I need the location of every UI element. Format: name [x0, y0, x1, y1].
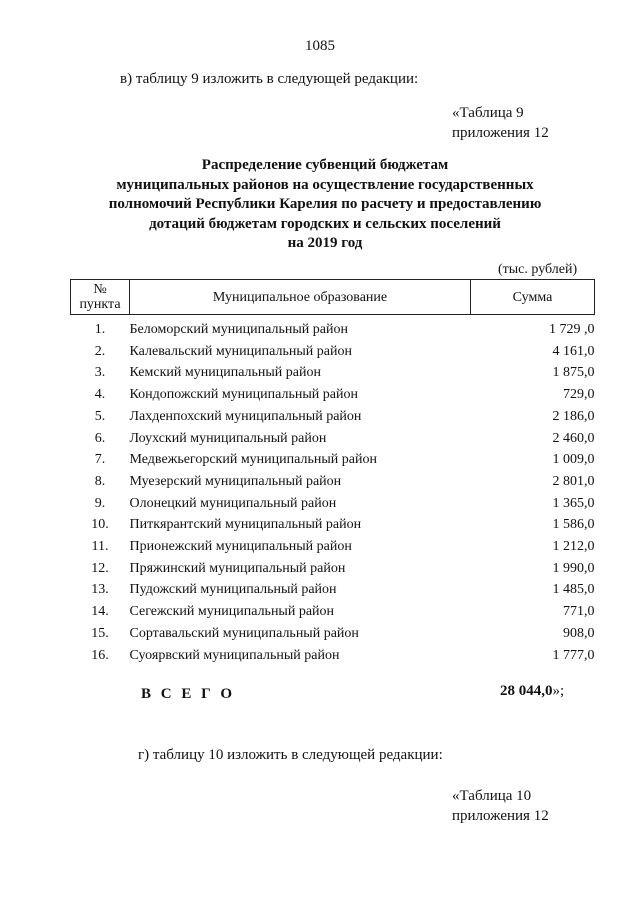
row-number: 10.: [91, 517, 109, 533]
row-number: 8.: [94, 473, 106, 489]
row-number: 5.: [94, 408, 106, 424]
subvention-table: [70, 279, 595, 666]
total-suffix: »;: [552, 683, 565, 699]
header-number-sign: №: [93, 282, 107, 297]
title-line-1: Распределение субвенций бюджетам: [201, 157, 449, 173]
title-line-4: дотаций бюджетам городских и сельских поселений: [149, 215, 501, 232]
next-appendix-reference: [452, 786, 549, 826]
row-municipality: Беломорский муниципальный район: [129, 322, 348, 337]
units-label: (тыс. рублей): [498, 262, 578, 277]
row-number: 4.: [94, 387, 106, 403]
row-municipality: Сегежский муниципальный район: [129, 604, 335, 620]
row-municipality: Пряжинский муниципальный район: [129, 560, 346, 576]
header-number: [71, 280, 130, 315]
total-value: 28 044,0: [500, 683, 553, 699]
row-number: 1.: [94, 322, 106, 337]
row-number: 16.: [91, 647, 109, 663]
row-municipality: Сортавальский муниципальный район: [129, 625, 359, 641]
row-sum: 771,0: [563, 604, 595, 620]
row-number: 12.: [91, 560, 109, 576]
title-line-2: муниципальных районов на осуществление государственных: [116, 176, 534, 193]
row-municipality: Прионежский муниципальный район: [129, 539, 352, 555]
row-number: 11.: [91, 539, 109, 555]
table-body: [71, 315, 595, 667]
row-municipality: Калевальский муниципальный район: [129, 343, 352, 359]
row-sum: 1 009,0: [552, 452, 595, 468]
row-municipality: Лоухский муниципальный район: [129, 430, 327, 446]
table-row: [71, 601, 595, 623]
table-row: [71, 341, 595, 363]
row-sum: 1 212,0: [552, 539, 595, 555]
table-row: [71, 362, 595, 384]
row-number: 9.: [94, 495, 106, 511]
table-row: [71, 406, 595, 428]
title-line-3: полномочий Республики Карелия по расчету и предоставлению: [108, 196, 542, 212]
row-municipality: Медвежьегорский муниципальный район: [129, 452, 377, 468]
appendix-table-label: «Таблица 9: [452, 105, 524, 121]
row-municipality: Суоярвский муниципальный район: [129, 647, 340, 663]
row-sum: 1 875,0: [552, 365, 595, 381]
next-appendix-annex-label: приложения 12: [452, 808, 549, 824]
row-number: 2.: [94, 343, 106, 359]
row-municipality: Лахденпохский муниципальный район: [129, 408, 362, 424]
page-number: 1085: [305, 38, 335, 54]
table-row: [71, 514, 595, 536]
table-row: [71, 428, 595, 450]
appendix-annex-label: приложения 12: [452, 125, 549, 141]
row-sum: 1 365,0: [552, 495, 595, 511]
row-number: 6.: [94, 430, 106, 446]
document-title: [80, 156, 570, 254]
row-sum: 908,0: [563, 625, 595, 641]
table-row: [71, 315, 595, 341]
row-sum: 4 161,0: [552, 343, 595, 359]
row-sum: 2 186,0: [552, 408, 595, 424]
row-sum: 1 485,0: [552, 582, 595, 598]
row-municipality: Кемский муниципальный район: [129, 365, 321, 381]
table-row: [71, 536, 595, 558]
next-intro-text: г) таблицу 10 изложить в следующей редакции:: [138, 747, 443, 763]
header-sum: Сумма: [471, 280, 595, 315]
row-municipality: Олонецкий муниципальный район: [129, 495, 337, 511]
header-number-word: пункта: [79, 297, 121, 312]
table-row: [71, 558, 595, 580]
row-sum: 729,0: [563, 387, 595, 403]
row-sum: 1 586,0: [552, 517, 595, 533]
row-sum: 2 460,0: [552, 430, 595, 446]
total-label: В С Е Г О: [141, 686, 236, 702]
row-number: 7.: [94, 452, 106, 468]
intro-text: в) таблицу 9 изложить в следующей редакции:: [120, 71, 419, 87]
row-number: 3.: [94, 365, 106, 381]
row-sum: 1 990,0: [552, 560, 595, 576]
row-municipality: Кондопожский муниципальный район: [129, 387, 358, 403]
row-sum: 2 801,0: [552, 473, 595, 489]
total-value-container: [500, 683, 564, 700]
table-row: [71, 471, 595, 493]
row-sum: 1 777,0: [552, 647, 595, 663]
row-number: 15.: [91, 625, 109, 641]
appendix-reference: [452, 103, 549, 143]
row-sum: 1 729 ,0: [549, 322, 595, 337]
row-number: 14.: [91, 604, 109, 620]
table-row: [71, 493, 595, 515]
table-header-row: [71, 280, 595, 315]
table-row: [71, 579, 595, 601]
title-line-5: на 2019 год: [287, 235, 363, 251]
header-municipality: Муниципальное образование: [130, 280, 471, 315]
row-municipality: Питкярантский муниципальный район: [129, 517, 362, 533]
next-appendix-table-label: «Таблица 10: [452, 788, 532, 804]
table-row: [71, 449, 595, 471]
row-number: 13.: [91, 582, 109, 598]
row-municipality: Муезерский муниципальный район: [129, 473, 342, 489]
row-municipality: Пудожский муниципальный район: [129, 582, 337, 598]
table-row: [71, 645, 595, 667]
table-row: [71, 384, 595, 406]
table-row: [71, 623, 595, 645]
